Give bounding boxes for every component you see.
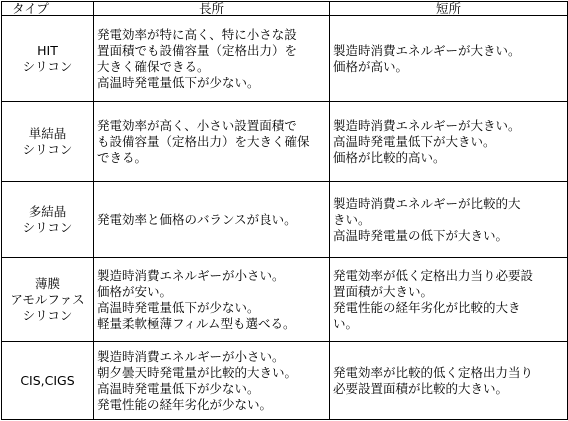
cons-line: 置面積が大きい。 [333, 283, 434, 299]
header-pros: 長所 [94, 2, 330, 16]
table-header-row [2, 2, 568, 16]
type-line: シリコン [22, 219, 73, 235]
cons-line: 発電効率が低く定格出力当り必要設 [333, 267, 534, 283]
pros-cell [94, 258, 330, 342]
table-row-cis-cigs [2, 342, 568, 420]
pros-line: 発電性能の経年劣化が少ない。 [97, 396, 273, 412]
type-line: 薄膜 [34, 275, 60, 291]
cons-line: きい。 [333, 211, 371, 227]
pros-line: 製造時消費エネルギーが小さい。 [97, 267, 285, 283]
cons-cell [330, 102, 568, 182]
type-line: 単結晶 [28, 125, 67, 141]
pros-line: 価格が安い。 [97, 283, 173, 299]
pros-line: 高温時発電量低下が少ない。 [97, 74, 260, 90]
cons-line: 製造時消費エネルギーが大きい。 [333, 117, 521, 133]
type-cell [2, 182, 94, 258]
type-line: シリコン [22, 58, 73, 74]
cons-cell [330, 16, 568, 102]
table-row-polycrystalline [2, 182, 568, 258]
pros-cell [94, 342, 330, 420]
pros-line: 発電効率が特に高く、特に小さな設 [97, 26, 297, 42]
pros-line: 製造時消費エネルギーが小さい。 [97, 348, 285, 364]
cons-cell [330, 258, 568, 342]
cons-cell [330, 342, 568, 420]
cons-cell [330, 182, 568, 258]
type-line: HIT [37, 42, 58, 58]
type-line: 多結晶 [28, 203, 67, 219]
table-row-hit [2, 16, 568, 102]
solar-cell-comparison-table [1, 1, 568, 420]
cons-line: 必要設置面積が比較的大きい。 [333, 380, 509, 396]
pros-line: 発電効率が高く、小さい設置面積で [97, 117, 297, 133]
type-line: アモルファス [10, 291, 85, 307]
cons-line: 価格が比較的高い。 [333, 149, 446, 165]
pros-line: 大きく確保できる。 [97, 58, 210, 74]
cons-line: 発電効率が比較的低く定格出力当り [333, 364, 534, 380]
type-line: シリコン [22, 141, 73, 157]
pros-line: 置面積でも設備容量（定格出力）を [97, 42, 298, 58]
pros-line: も設備容量（定格出力）を大きく確保 [97, 133, 310, 149]
type-cell [2, 258, 94, 342]
pros-cell [94, 102, 330, 182]
cons-line: 発電性能の経年劣化が比較的大き [333, 299, 521, 315]
header-cons: 短所 [330, 2, 568, 16]
type-cell [2, 102, 94, 182]
pros-line: 発電効率と価格のバランスが良い。 [97, 211, 297, 227]
cons-line: 製造時消費エネルギーが比較的大 [333, 195, 521, 211]
pros-cell [94, 16, 330, 102]
table-row-amorphous [2, 258, 568, 342]
cons-line: 高温時発電量の低下が大きい。 [333, 227, 509, 243]
cons-line: い。 [333, 315, 359, 331]
cons-line: 高温時発電量低下が大きい。 [333, 133, 496, 149]
type-cell [2, 16, 94, 102]
header-type: タイプ [2, 2, 94, 16]
pros-line: 朝夕曇天時発電量が比較的大きい。 [97, 364, 298, 380]
table-row-monocrystalline [2, 102, 568, 182]
pros-cell [94, 182, 330, 258]
cons-line: 製造時消費エネルギーが大きい。 [333, 42, 521, 58]
cons-line: 価格が高い。 [333, 58, 409, 74]
pros-line: 高温時発電量低下が少ない。 [97, 380, 260, 396]
comparison-table-container [1, 1, 567, 420]
type-line: CIS,CIGS [20, 372, 75, 388]
pros-line: 軽量柔軟極薄フィルム型も選べる。 [97, 315, 296, 331]
pros-line: できる。 [97, 149, 148, 165]
pros-line: 高温時発電量低下が少ない。 [97, 299, 260, 315]
type-cell [2, 342, 94, 420]
type-line: シリコン [22, 307, 73, 323]
